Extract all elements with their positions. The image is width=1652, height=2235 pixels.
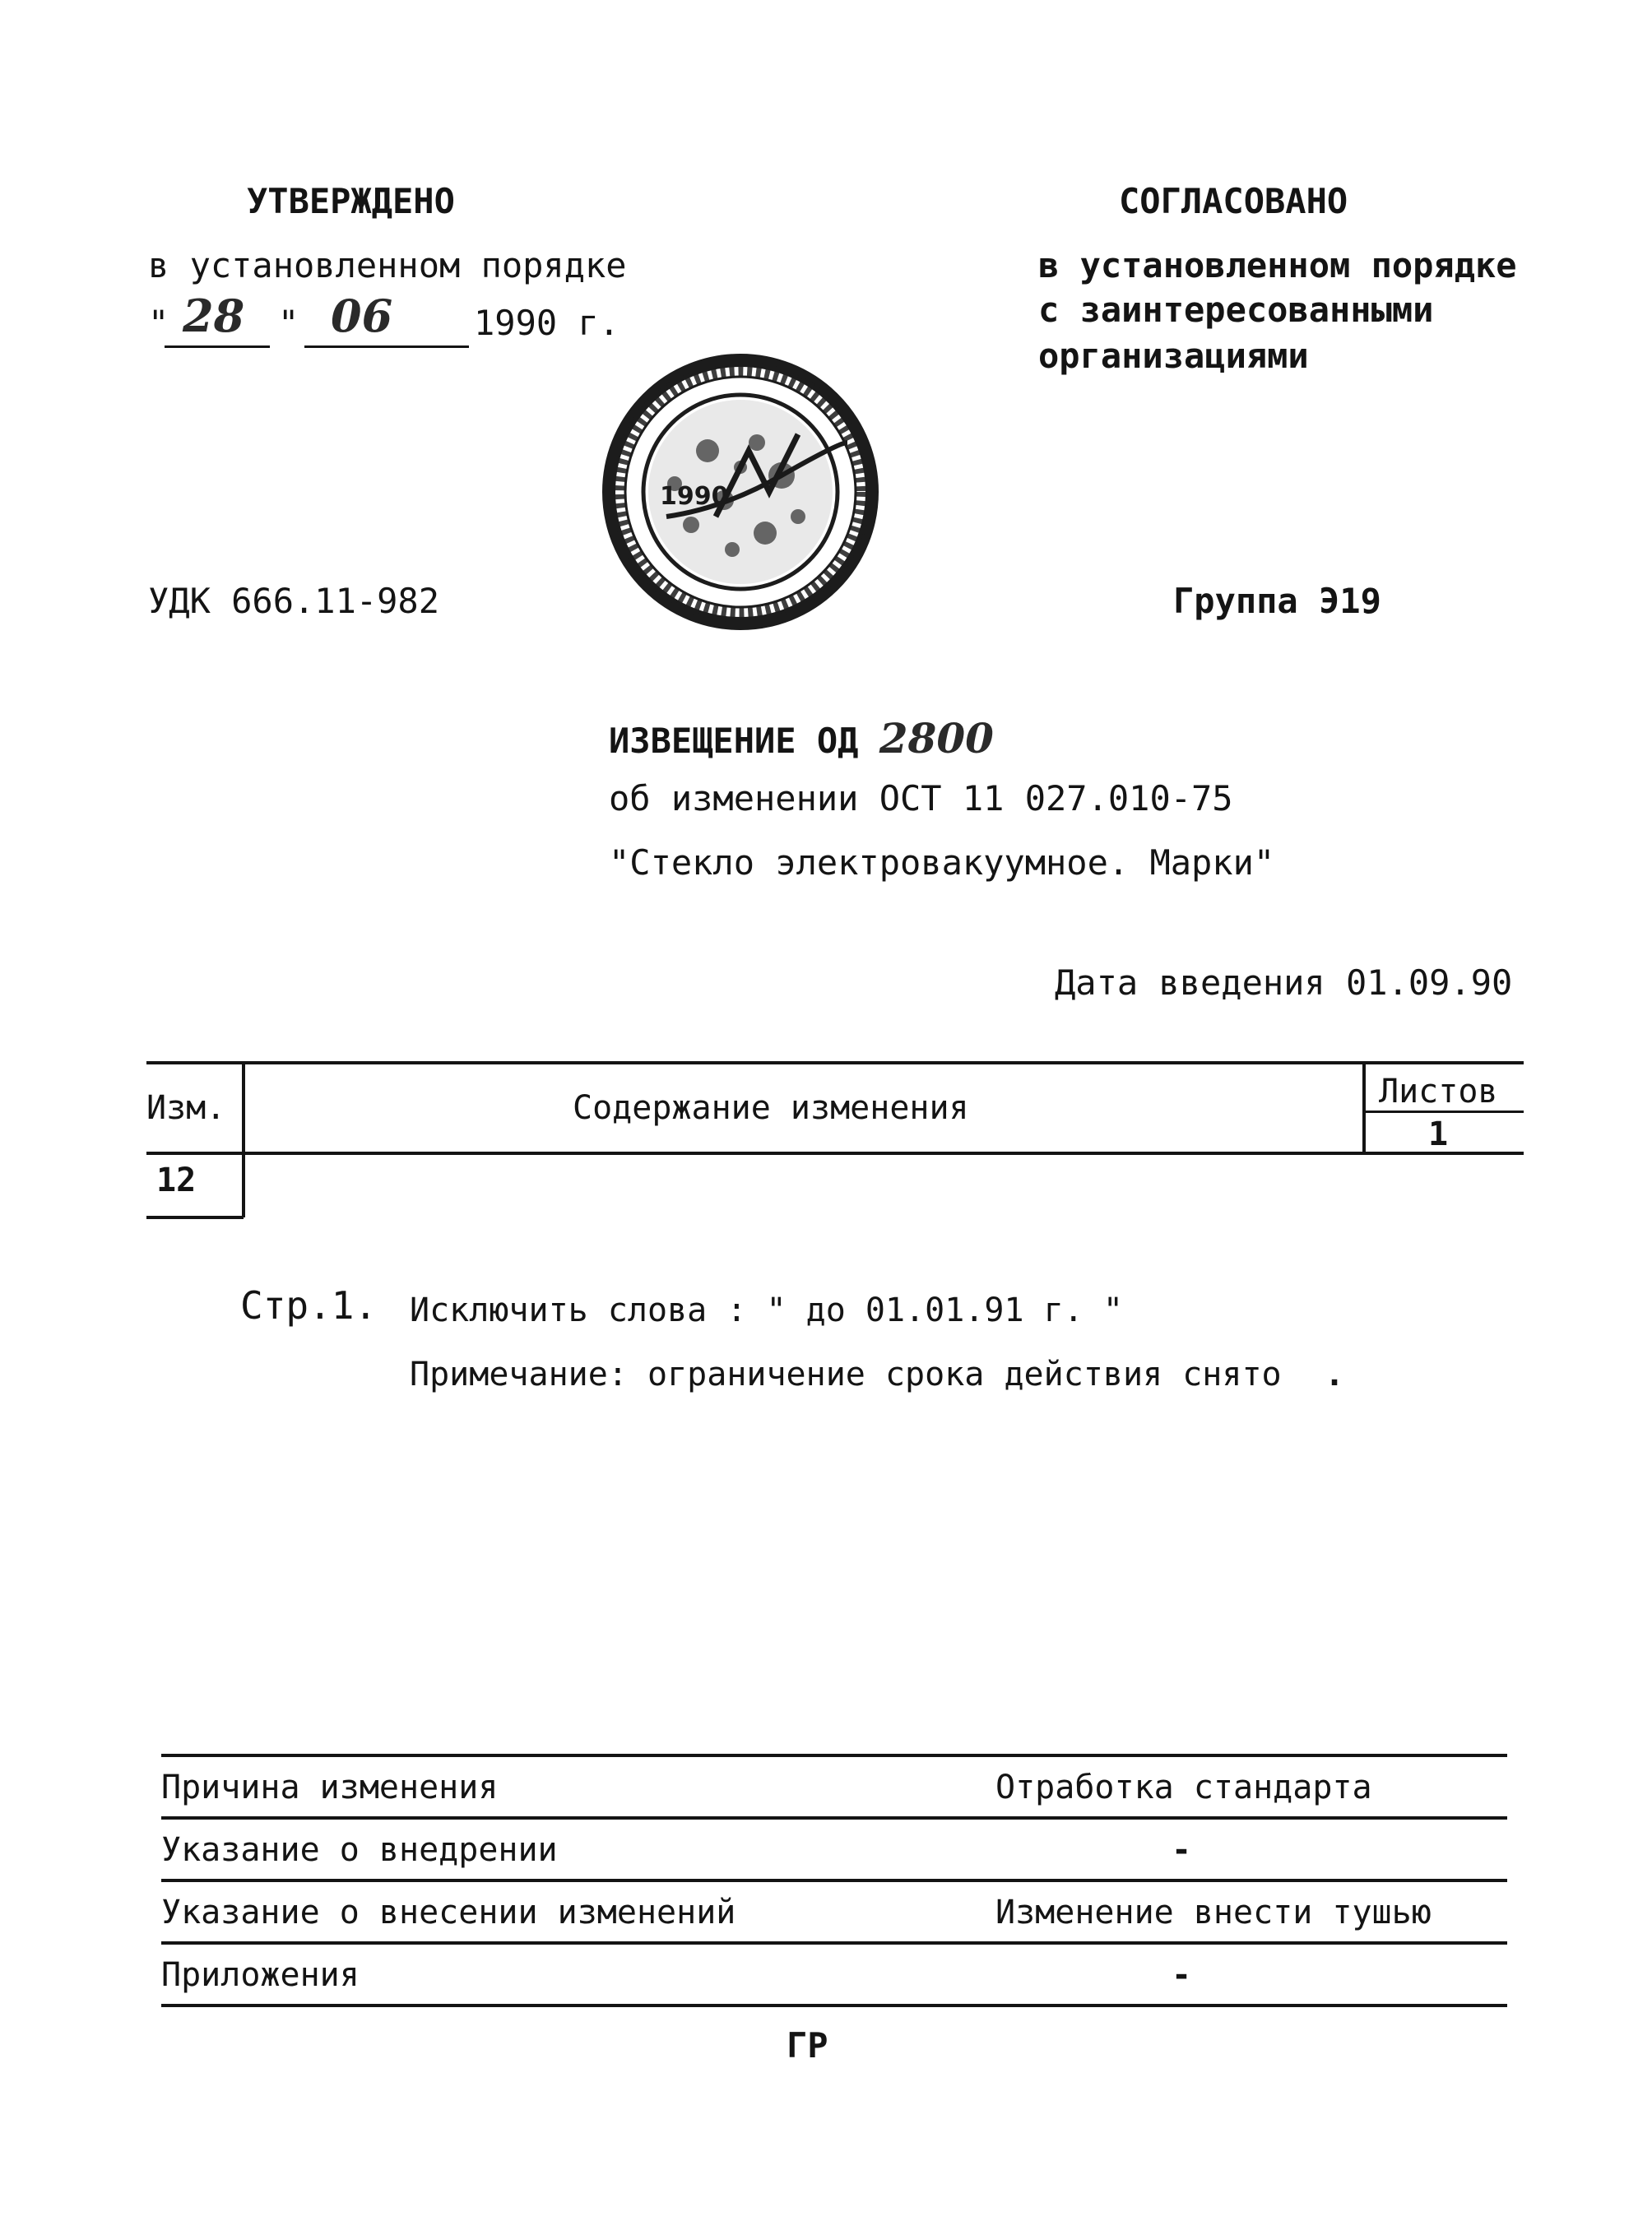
approval-date: " 28 " 06 1990 г. <box>148 296 609 354</box>
footer-rule-2 <box>161 1879 1507 1882</box>
footer-row-label: Причина изменения <box>161 1769 499 1806</box>
note-dot: . <box>1325 1356 1345 1393</box>
change-number: 12 <box>156 1162 197 1199</box>
month-underline <box>304 345 469 348</box>
group-code: Группа Э19 <box>1173 581 1381 621</box>
notice-standard-name: "Стекло электровакуумное. Марки" <box>609 842 1275 883</box>
footer-row-label: Приложения <box>161 1956 360 1994</box>
page-mark: ГР <box>787 2025 828 2066</box>
approval-heading: УТВЕРЖДЕНО <box>247 181 455 221</box>
col-header-content: Содержание изменения <box>573 1089 969 1127</box>
footer-rule-4 <box>161 2004 1507 2007</box>
agreement-line-3: организациями <box>1038 336 1309 376</box>
footer-rule-0 <box>161 1754 1507 1757</box>
sheets-count: 1 <box>1428 1115 1449 1153</box>
footer-row-label: Указание о внедрении <box>161 1831 558 1869</box>
notice-number: 2800 <box>879 714 994 763</box>
footer-row-value: - <box>1172 1831 1192 1869</box>
footer-row-value: Изменение внести тушью <box>995 1894 1432 1931</box>
table-top-rule <box>146 1061 1524 1064</box>
approval-date-year: 1990 г. <box>474 303 620 343</box>
notice-title-prefix: ИЗВЕЩЕНИЕ ОД <box>609 721 859 761</box>
table-bottom-rule <box>146 1216 244 1219</box>
round-seal-stamp <box>592 352 889 632</box>
footer-row-label: Указание о внесении изменений <box>161 1894 736 1931</box>
footer-row-value: - <box>1172 1956 1192 1994</box>
approval-date-day: 28 <box>183 290 245 342</box>
agreement-line-1: в установленном порядке <box>1038 245 1517 285</box>
footer-row-value: Отработка стандарта <box>995 1769 1372 1806</box>
table-col-divider-2 <box>1362 1063 1366 1153</box>
agreement-line-2: с заинтересованными <box>1038 290 1434 330</box>
notice-title <box>609 714 994 763</box>
sheets-divider <box>1366 1111 1524 1113</box>
table-header-rule <box>146 1152 1524 1155</box>
date-of-introduction: Дата введения 01.09.90 <box>1055 962 1513 1003</box>
approval-line: в установленном порядке <box>148 245 627 285</box>
table-col-divider-1 <box>242 1063 245 1217</box>
seal-year-text: 1990 <box>660 482 729 511</box>
col-header-sheets: Листов <box>1379 1073 1498 1111</box>
col-header-change-num: Изм. <box>146 1089 226 1127</box>
footer-rule-1 <box>161 1816 1507 1820</box>
agreement-heading: СОГЛАСОВАНО <box>1119 181 1348 221</box>
footer-rule-3 <box>161 1941 1507 1945</box>
day-underline <box>165 345 270 348</box>
notice-subject: об изменении ОСТ 11 027.010-75 <box>609 778 1233 818</box>
approval-date-month: 06 <box>331 290 393 342</box>
udk-code: УДК 666.11-982 <box>148 581 440 621</box>
page-reference: Стр.1. <box>240 1283 378 1328</box>
note-text: Примечание: ограничение срока действия снято <box>410 1356 1282 1393</box>
instruction-text: Исключить слова : " до 01.01.91 г. " <box>410 1291 1123 1329</box>
